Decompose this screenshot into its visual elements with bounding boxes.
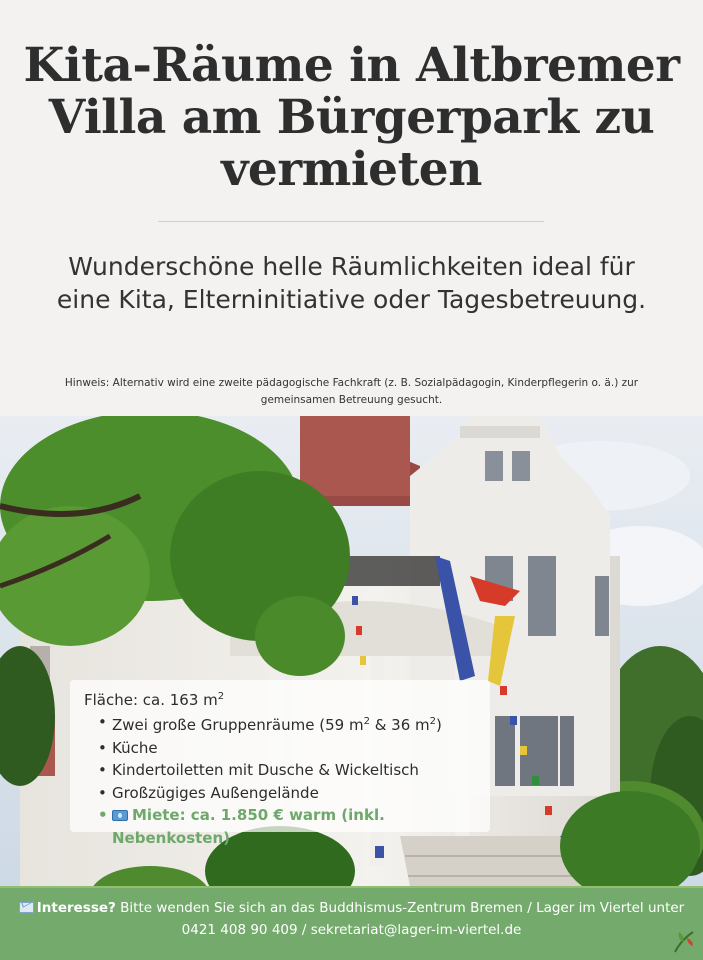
leaf-logo-icon [671, 928, 697, 954]
header-section [0, 0, 703, 416]
money-icon [112, 810, 128, 821]
hint-text: Hinweis: Alternativ wird eine zweite pädagogische Fachkraft (z. B. Sozialpädagogin, Kinderpflegerin o. ä.) zur gemeinsamen Betreuung gesucht. [64, 377, 639, 406]
details-box [70, 680, 490, 847]
contact-line-2[interactable]: 0421 408 90 409 / sekretariat@lager-im-viertel.de [181, 922, 522, 938]
subtitle: Wunderschöne helle Räumlichkeiten ideal für eine Kita, Elterninitiative oder Tagesbetreuung. [56, 252, 647, 314]
contact-line-1: Interesse? Bitte wenden Sie sich an das Buddhismus-Zentrum Bremen / Lager im Viertel unter [0, 897, 703, 919]
list-item: • Kindertoiletten mit Dusche & Wickeltisch [98, 759, 490, 782]
contact-footer [0, 888, 703, 960]
rent-item: • Miete: ca. 1.850 € warm (inkl. Nebenkosten) [98, 804, 490, 849]
mail-icon [19, 902, 34, 913]
feature-list [84, 711, 490, 849]
list-item: • Zwei große Gruppenräume (59 $m^2$ & 36 $m^2$) [98, 711, 490, 737]
area-line: Fläche: ca. 163 $m^2$ [84, 691, 225, 709]
page-title: Kita-Räume in Altbremer Villa am Bürgerpark zu vermieten [23, 38, 680, 197]
list-item: • Großzügiges Außengelände [98, 782, 490, 805]
list-item: • Küche [98, 737, 490, 760]
divider [158, 221, 544, 222]
